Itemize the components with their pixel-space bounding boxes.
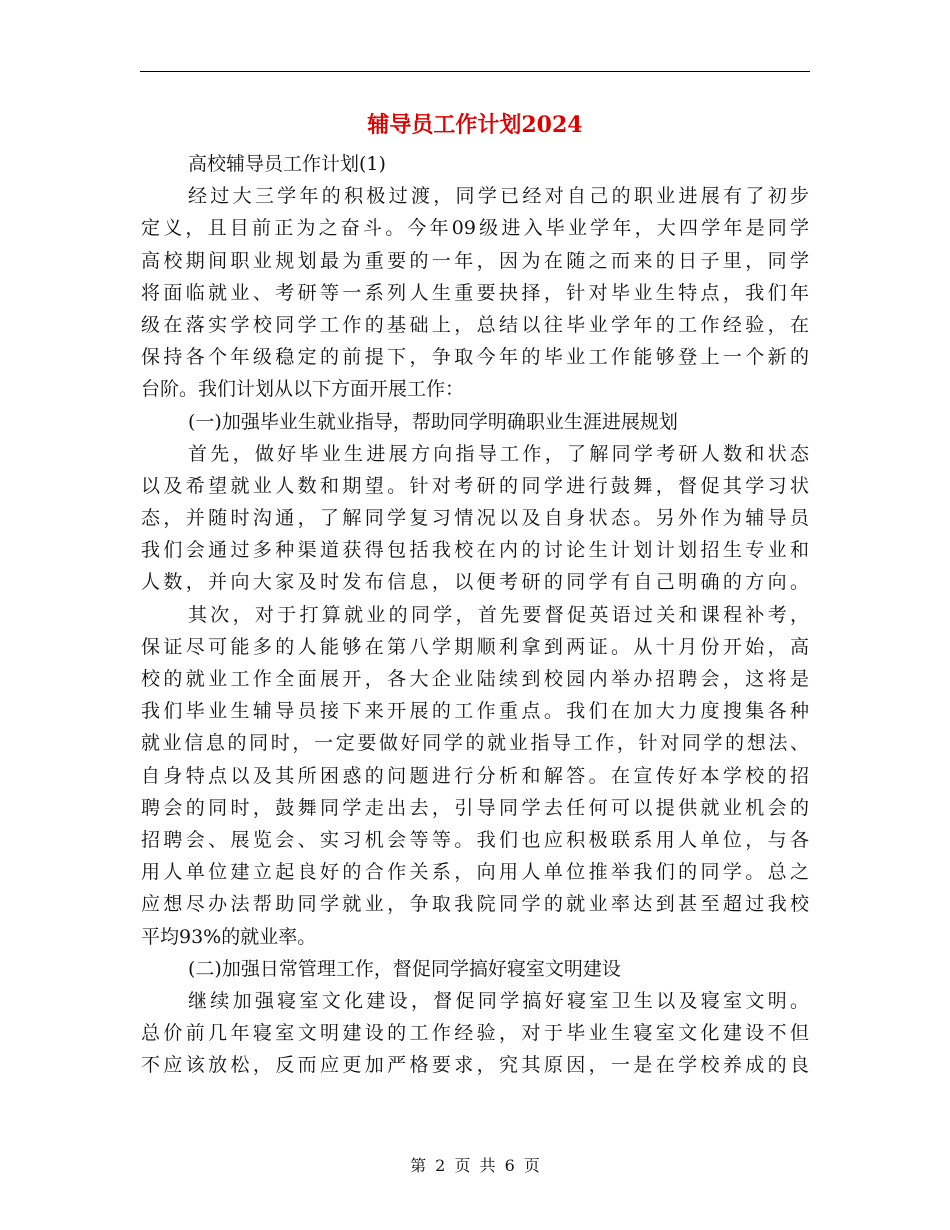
paragraph-line: 招聘会、展览会、实习机会等等。我们也应积极联系用人单位，与各	[141, 828, 809, 851]
paragraph-line: 不应该放松，反而应更加严格要求，究其原因，一是在学校养成的良	[141, 1054, 809, 1077]
page-number: 第 2 页 共 6 页	[410, 1156, 540, 1175]
header-rule	[140, 71, 810, 72]
paragraph-line: 级在落实学校同学工作的基础上，总结以往毕业学年的工作经验，在	[141, 313, 809, 336]
paragraph-line: 用人单位建立起良好的合作关系，向用人单位推举我们的同学。总之	[141, 861, 809, 884]
paragraph-line: 平均93%的就业率。	[141, 925, 317, 948]
paragraph-line: 态，并随时沟通，了解同学复习情况以及自身状态。另外作为辅导员	[141, 507, 809, 530]
section-heading-1: 高校辅导员工作计划(1)	[188, 153, 386, 175]
paragraph-line: 定义，且目前正为之奋斗。今年09级进入毕业学年，大四学年是同学	[141, 217, 809, 240]
paragraph-line: 首先，做好毕业生进展方向指导工作，了解同学考研人数和状态	[188, 442, 809, 465]
paragraph-line: 高校期间职业规划最为重要的一年，因为在随之而来的日子里，同学	[141, 249, 809, 272]
section-heading-2: (一)加强毕业生就业指导，帮助同学明确职业生涯进展规划	[188, 410, 678, 433]
paragraph-line: 就业信息的同时，一定要做好同学的就业指导工作，针对同学的想法、	[141, 732, 809, 755]
paragraph-line: 总价前几年寝室文明建设的工作经验，对于毕业生寝室文化建设不但	[141, 1022, 809, 1045]
paragraph-line: 校的就业工作全面展开，各大企业陆续到校园内举办招聘会，这将是	[141, 668, 809, 690]
paragraph-line: 自身特点以及其所困惑的问题进行分析和解答。在宣传好本学校的招	[141, 764, 809, 787]
paragraph-line: 台阶。我们计划从以下方面开展工作：	[141, 378, 465, 401]
section-heading-3: (二)加强日常管理工作，督促同学搞好寝室文明建设	[188, 957, 621, 980]
paragraph-line: 将面临就业、考研等一系列人生重要抉择，针对毕业生特点，我们年	[141, 281, 809, 304]
paragraph-line: 聘会的同时，鼓舞同学走出去，引导同学去任何可以提供就业机会的	[141, 796, 809, 819]
paragraph-line: 人数，并向大家及时发布信息，以便考研的同学有自己明确的方向。	[141, 571, 809, 594]
paragraph-line: 我们会通过多种渠道获得包括我校在内的讨论生计划计划招生专业和	[141, 539, 809, 562]
paragraph-line: 我们毕业生辅导员接下来开展的工作重点。我们在加大力度搜集各种	[141, 700, 809, 723]
paragraph-line: 其次，对于打算就业的同学，首先要督促英语过关和课程补考，	[188, 603, 809, 626]
paragraph-line: 以及希望就业人数和期望。针对考研的同学进行鼓舞，督促其学习状	[141, 474, 809, 497]
document-body	[141, 148, 809, 1081]
paragraph-line: 继续加强寝室文化建设，督促同学搞好寝室卫生以及寝室文明。	[188, 989, 809, 1012]
paragraph-line: 保持各个年级稳定的前提下，争取今年的毕业工作能够登上一个新的	[141, 346, 809, 369]
paragraph-line: 保证尽可能多的人能够在第八学期顺利拿到两证。从十月份开始，高	[141, 635, 809, 658]
document-title: 辅导员工作计划2024	[367, 112, 583, 138]
paragraph-line: 经过大三学年的积极过渡，同学已经对自己的职业进展有了初步	[188, 185, 809, 208]
paragraph-line: 应想尽办法帮助同学就业，争取我院同学的就业率达到甚至超过我校	[141, 893, 809, 916]
